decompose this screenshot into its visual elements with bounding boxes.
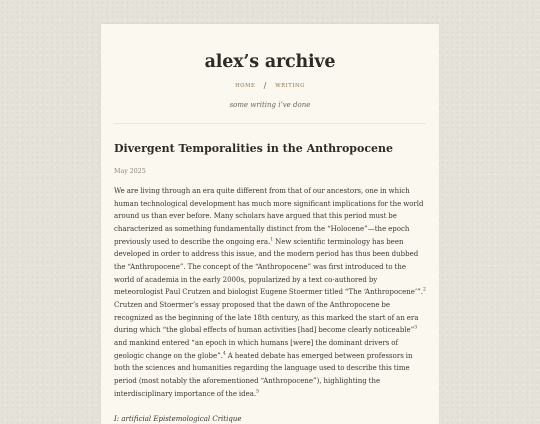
site-tagline: some writing i’ve done (229, 101, 311, 109)
footnote-ref-2[interactable]: 2 (422, 287, 426, 293)
article-title: Divergent Temporalities in the Anthropocene (114, 142, 394, 155)
paragraph-text: Crutzen and Stoermer’s essay proposed that the dawn of the Anthropocene be recognized as the beginning of the late 18th century, as this marked the start of an era during which “the global effects of human activities [had] become clearly noticeable” (114, 300, 419, 335)
footnote-ref-1[interactable]: 1 (270, 237, 274, 243)
footnote-ref-3[interactable]: 3 (414, 325, 418, 331)
footnote-ref-5[interactable]: 5 (256, 389, 260, 395)
article-paragraph (114, 185, 426, 400)
article-date: May 2025 (114, 168, 146, 175)
nav-link-home[interactable]: HOME (235, 83, 256, 89)
paragraph-text: and mankind entered “an epoch in which humans [were] the dominant drivers of geologic change on the globe”. (114, 338, 399, 360)
nav-link-writing[interactable]: WRITING (275, 83, 305, 89)
section-heading: I: artificial Epistemological Critique (114, 415, 242, 424)
page-container (101, 24, 439, 424)
paragraph-text: A heated debate has emerged between professors in both the sciences and humanities regarding the language used to describe this time period (most notably the aforementioned “Anthropocene”), highlighting the interdisciplinary importance of the idea. (114, 351, 413, 398)
site-header (101, 24, 439, 110)
site-nav (101, 81, 439, 91)
paragraph-text: We are living through an era quite different from that of our ancestors, one in which human technological development has much more significant implications for the world around us than ever before. Many scholars have argued that this period must be characterized as something fundamentally distinct from the “Holocene”—the epoch previously used to describe the ongoing era. (114, 187, 424, 246)
nav-separator: / (263, 81, 267, 90)
paragraph-text: New scientific terminology has been developed in order to address this issue, and the modern period has thus been dubbed the “Anthropocene”. The concept of the “Anthropocene” was first introduced to the world of academia in the early 2000s, popularized by a text co-authored by meteorologist Paul Crutzen and biologist Eugene Stoermer titled “The ‘Anthropocene’”. (114, 237, 423, 297)
footnote-ref-4[interactable]: 4 (222, 351, 226, 357)
article (101, 142, 439, 424)
site-title[interactable]: alex’s archive (204, 52, 336, 72)
header-divider (114, 123, 426, 124)
